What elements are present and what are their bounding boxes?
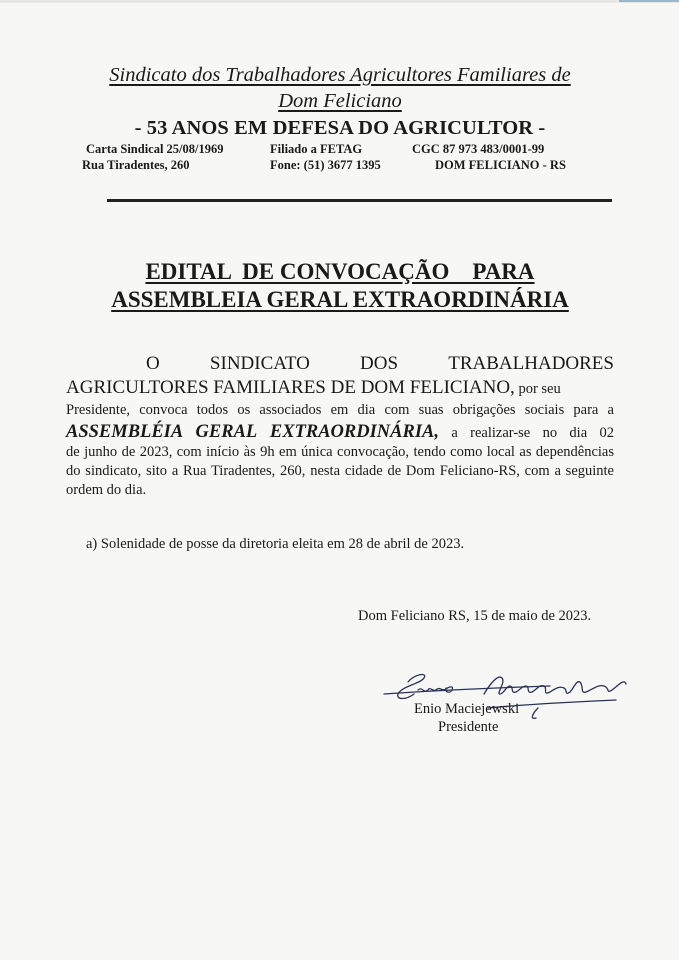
edital-title-line1: EDITAL DE CONVOCAÇÃO PARA xyxy=(145,259,535,284)
signer-role: Presidente xyxy=(438,719,499,735)
edital-title-line2: ASSEMBLEIA GERAL EXTRAORDINÁRIA xyxy=(111,287,569,312)
header-divider xyxy=(107,199,612,202)
organization-name-line1: Sindicato dos Trabalhadores Agricultores Familiares de xyxy=(109,64,571,86)
body-text-fragment: por seu xyxy=(514,381,561,397)
address: Rua Tiradentes, 260 xyxy=(82,158,190,172)
scan-edge-accent xyxy=(619,0,679,2)
phone: Fone: (51) 3677 1395 xyxy=(270,158,381,172)
dateline: Dom Feliciano RS, 15 de maio de 2023. xyxy=(358,608,592,624)
lead-word: SINDICATO xyxy=(209,353,310,374)
filiado: Filiado a FETAG xyxy=(270,142,363,156)
body-line4 xyxy=(66,420,614,445)
organization-name-line2: Dom Feliciano xyxy=(278,90,402,112)
body-line3: Presidente, convoca todos os associados em dia com suas obrigações sociais para a xyxy=(66,402,614,418)
lead-word: DOS xyxy=(360,353,399,374)
body-text-fragment: a realizar-se no dia 02 xyxy=(439,425,614,441)
lead-word: TRABALHADORES xyxy=(448,353,614,374)
body-line2 xyxy=(66,376,614,401)
assembly-emphasis: ASSEMBLÉIA GERAL EXTRAORDINÁRIA, xyxy=(66,422,440,442)
scan-edge xyxy=(0,0,679,3)
cgc-number: CGC 87 973 483/0001-99 xyxy=(412,142,545,156)
city: DOM FELICIANO - RS xyxy=(435,158,566,172)
body-lead-line xyxy=(146,352,614,376)
body-paragraph-rest: de junho de 2023, com início às 9h em única convocação, tendo como local as dependências do sindicato, sito a Rua Tiradentes, 260, nesta cidade de Dom Feliciano-RS, com a seguinte ordem do dia. xyxy=(66,444,614,498)
motto: - 53 ANOS EM DEFESA DO AGRICULTOR - xyxy=(134,117,546,139)
carta-sindical: Carta Sindical 25/08/1969 xyxy=(86,142,224,156)
union-full-name: AGRICULTORES FAMILIARES DE DOM FELICIANO, xyxy=(66,377,515,398)
signer-name: Enio Maciejewski xyxy=(414,701,520,717)
lead-word: O xyxy=(146,353,160,374)
agenda-item: a) Solenidade de posse da diretoria eleita em 28 de abril de 2023. xyxy=(86,536,465,552)
